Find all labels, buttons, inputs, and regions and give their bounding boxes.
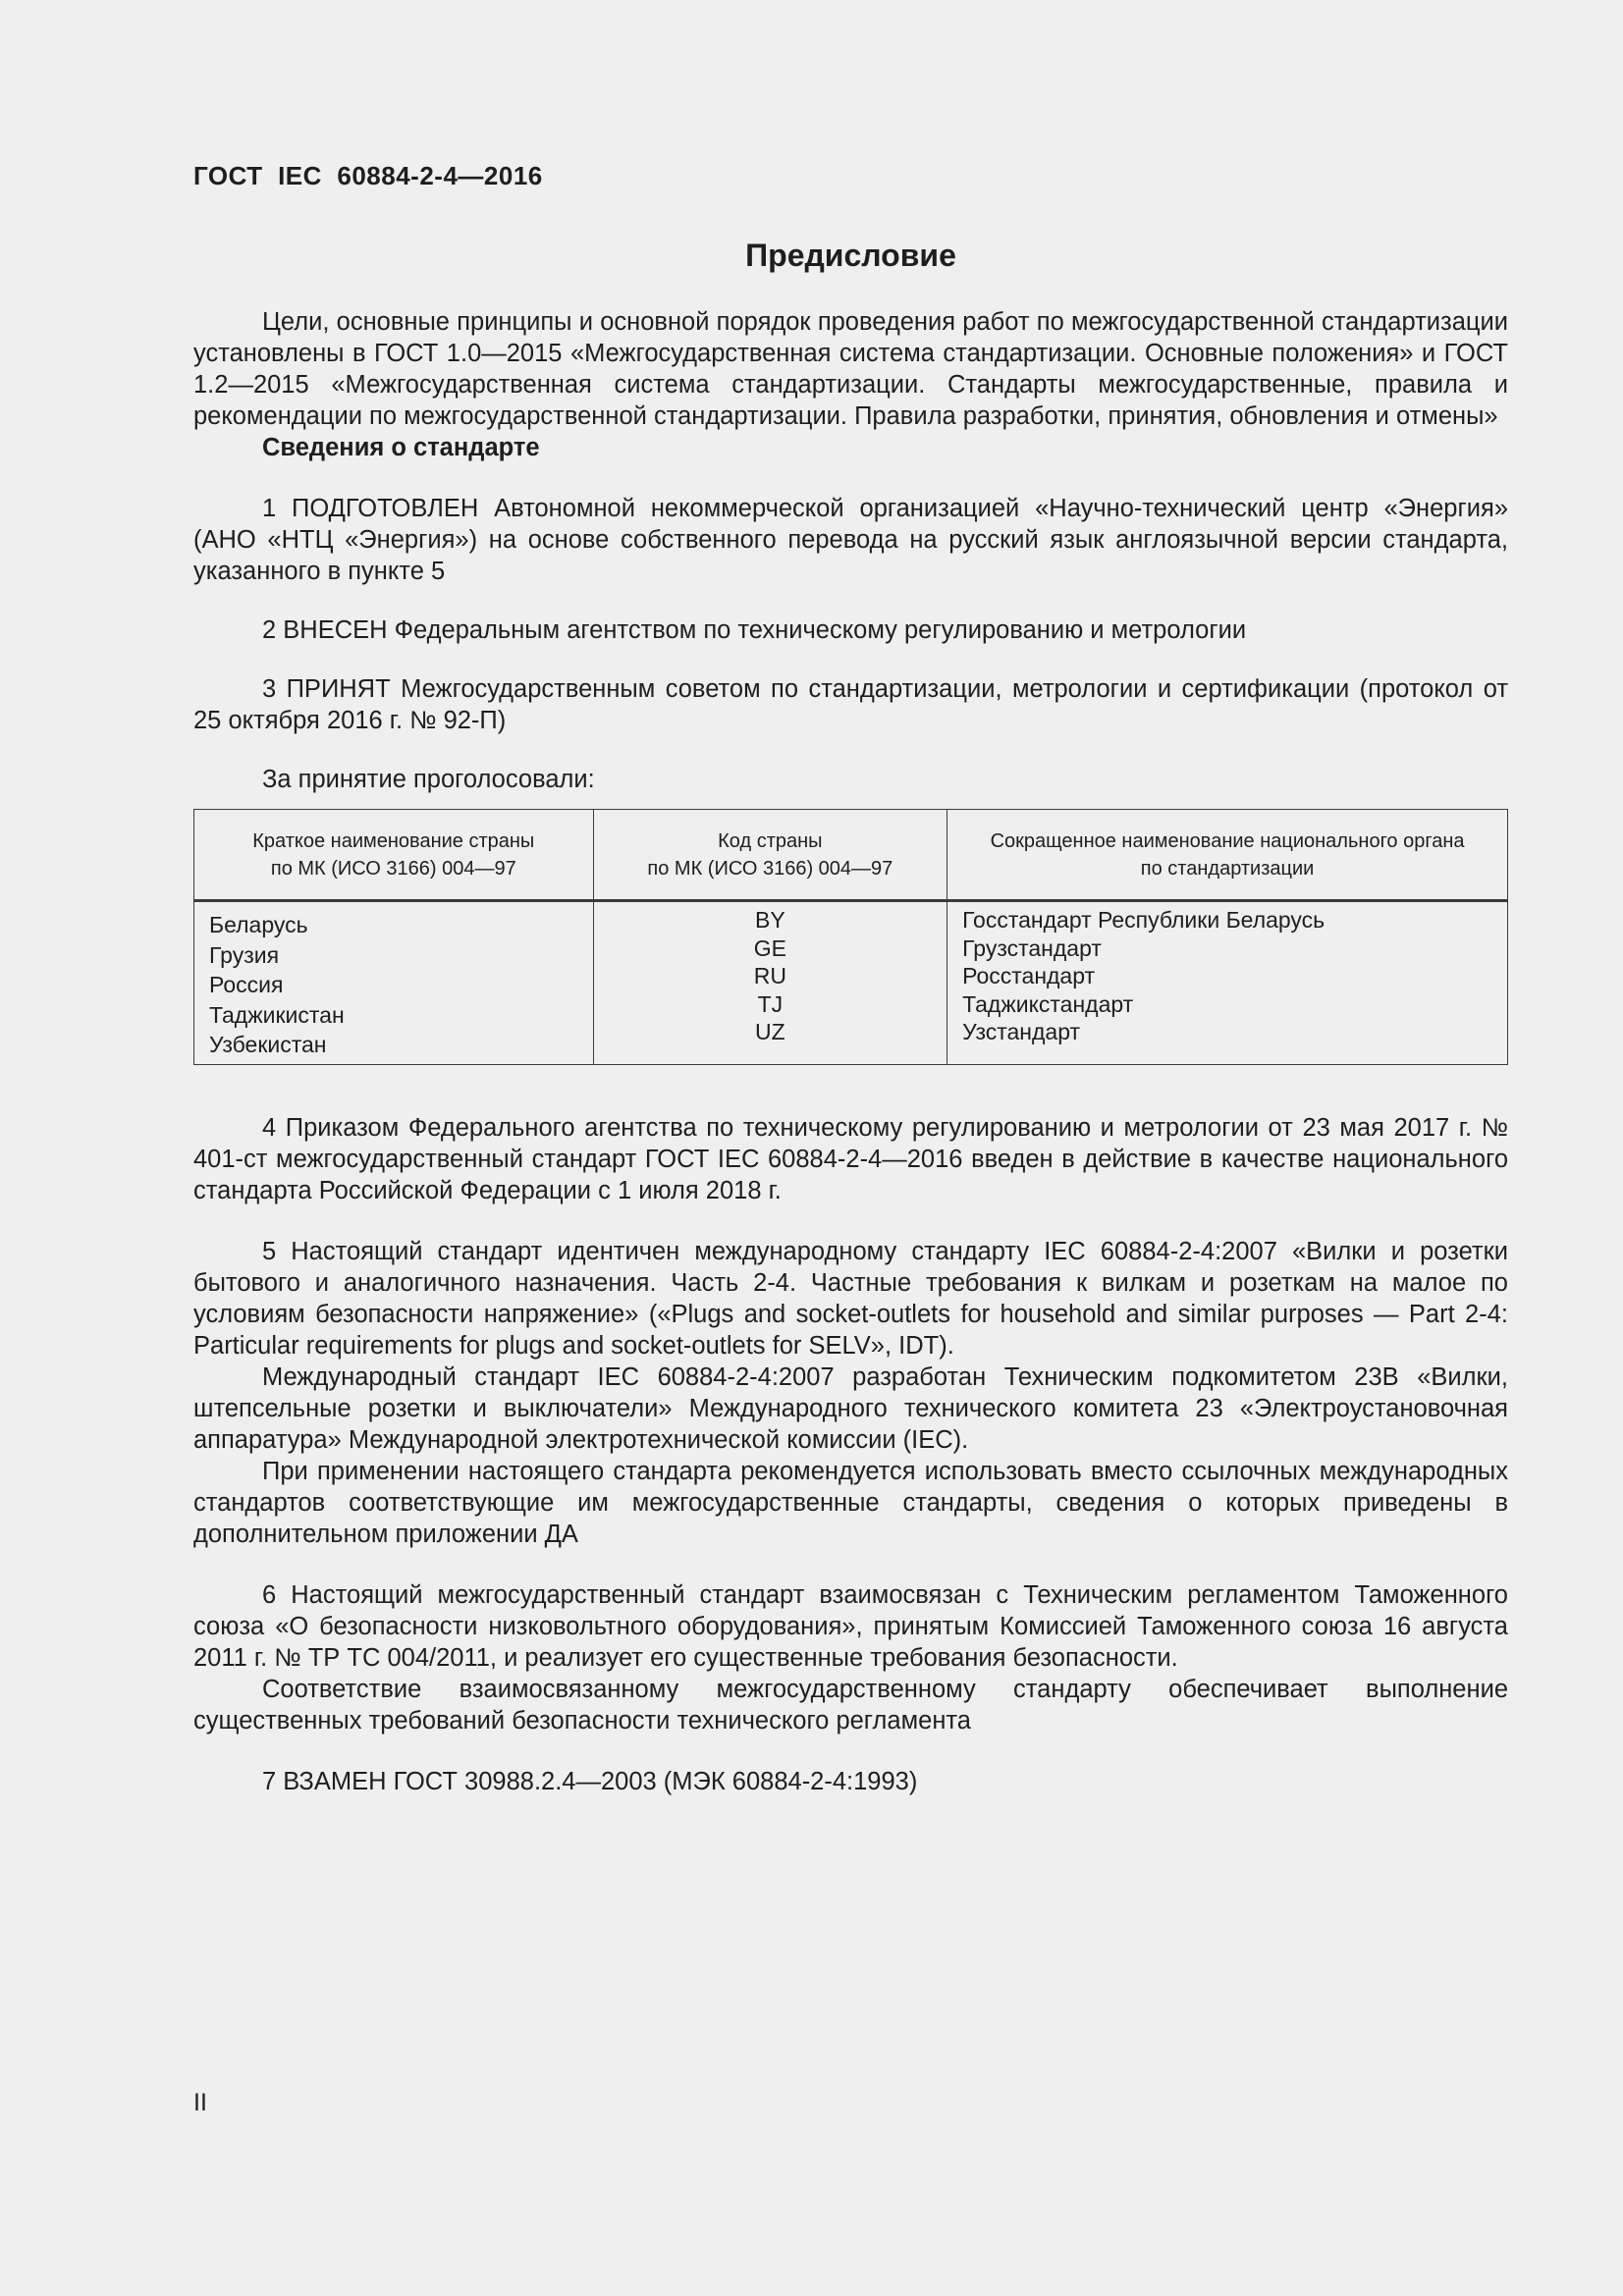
item-6-technical-regulation: 6 Настоящий межгосударственный стандарт взаимосвязан с Техническим регламентом Таможенного союза «О безопасности низковольтного оборудования», принятым Комиссией Таможенного союза 16 августа 2011 г. № ТР ТС 004/2011, и реализует его существенные требования безопасности. [193,1580,1508,1672]
national-body: Грузстандарт [962,934,1102,961]
country-code: GE [753,934,786,961]
country-code: BY [755,907,785,933]
national-body: Узстандарт [962,1019,1081,1044]
item-6-compliance: Соответствие взаимосвязанному межгосударственному стандарту обеспечивает выполнение существенных требований безопасности технического регламента [193,1675,1508,1735]
national-body: Госстандарт Республики Беларусь [962,907,1325,933]
header-country-code: Код страны по МК (ИСО 3166) 004—97 [593,810,947,901]
item-4-order: 4 Приказом Федерального агентства по техническому регулированию и метрологии от 23 мая 2017 г. № 401-ст межгосударственный стандарт ГОСТ IEC 60884-2-4—2016 введен в действие в качестве национального стандарта Российской Федерации с 1 июля 2018 г. [193,1113,1508,1204]
vote-table [193,809,1508,1065]
item-2-introduced: 2 ВНЕСЕН Федеральным агентством по техническому регулированию и метрологии [262,616,1247,644]
vote-intro: За принятие проголосовали: [262,766,595,793]
country-code: TJ [757,990,784,1017]
page-content [193,306,1508,1797]
item-5-developer: Международный стандарт IEC 60884-2-4:2007 разработан Техническим подкомитетом 23B «Вилки, штепсельные розетки и выключатели» Международного технического комитета 23 «Электроустановочная аппаратура» Международной электротехнической комиссии (IEC). [193,1362,1508,1454]
item-3-adopted: 3 ПРИНЯТ Межгосударственным советом по стандартизации, метрологии и сертификации (протокол от 25 октября 2016 г. № 92-П) [193,675,1508,734]
item-1-prepared: 1 ПОДГОТОВЛЕН Автономной некоммерческой организацией «Научно-технический центр «Энергия» (АНО «НТЦ «Энергия») на основе собственного перевода на русский язык англоязычной версии стандарта, указанного в пункте 5 [193,495,1508,585]
header-country-name: Краткое наименование страны по МК (ИСО 3166) 004—97 [194,810,594,901]
item-5-references: При применении настоящего стандарта рекомендуется использовать вместо ссылочных международных стандартов соответствующие им межгосударственные стандарты, сведения о которых приведены в дополнительном приложении ДА [193,1457,1508,1548]
national-body: Росстандарт [962,963,1096,988]
country-name: Россия [209,972,284,997]
vote-table-header-row [194,810,1508,901]
country-code: UZ [755,1019,785,1044]
document-code-header: ГОСТ IEC 60884-2-4—2016 [193,161,543,190]
country-name: Беларусь [209,912,308,937]
country-name: Таджикистан [209,1001,345,1028]
intro-paragraph: Цели, основные принципы и основной порядок проведения работ по межгосударственной стандартизации установлены в ГОСТ 1.0—2015 «Межгосударственная система стандартизации. Основные положения» и ГОСТ 1.2—2015 «Межгосударственная система стандартизации. Стандарты межгосударственные, правила и рекомендации по межгосударственной стандартизации. Правила разработки, принятия, обновления и отмены» [193,308,1508,430]
country-name: Узбекистан [209,1032,327,1057]
national-body: Таджикстандарт [962,990,1134,1017]
country-name: Грузия [209,941,280,968]
country-codes-cell [593,901,947,1065]
country-names-cell [194,901,594,1065]
table-row [194,901,1508,1065]
country-code: RU [753,963,786,988]
national-bodies-cell [947,901,1508,1065]
page-title: Предисловие [745,238,956,273]
section-heading: Сведения о стандарте [262,434,540,461]
item-7-replaces: 7 ВЗАМЕН ГОСТ 30988.2.4—2003 (МЭК 60884-2-4:1993) [262,1767,918,1795]
page-number: II [193,2089,207,2116]
header-national-body: Сокращенное наименование национального органа по стандартизации [947,810,1508,901]
item-5-identical: 5 Настоящий стандарт идентичен международному стандарту IEC 60884-2-4:2007 «Вилки и розетки бытового и аналогичного назначения. Часть 2-4. Частные требования к вилкам и розеткам на малое по условиям безопасности напряжение» («Plugs and socket-outlets for household and similar purposes — Part 2-4: Particular requirements for plugs and socket-outlets for SELV», IDT). [193,1237,1508,1360]
